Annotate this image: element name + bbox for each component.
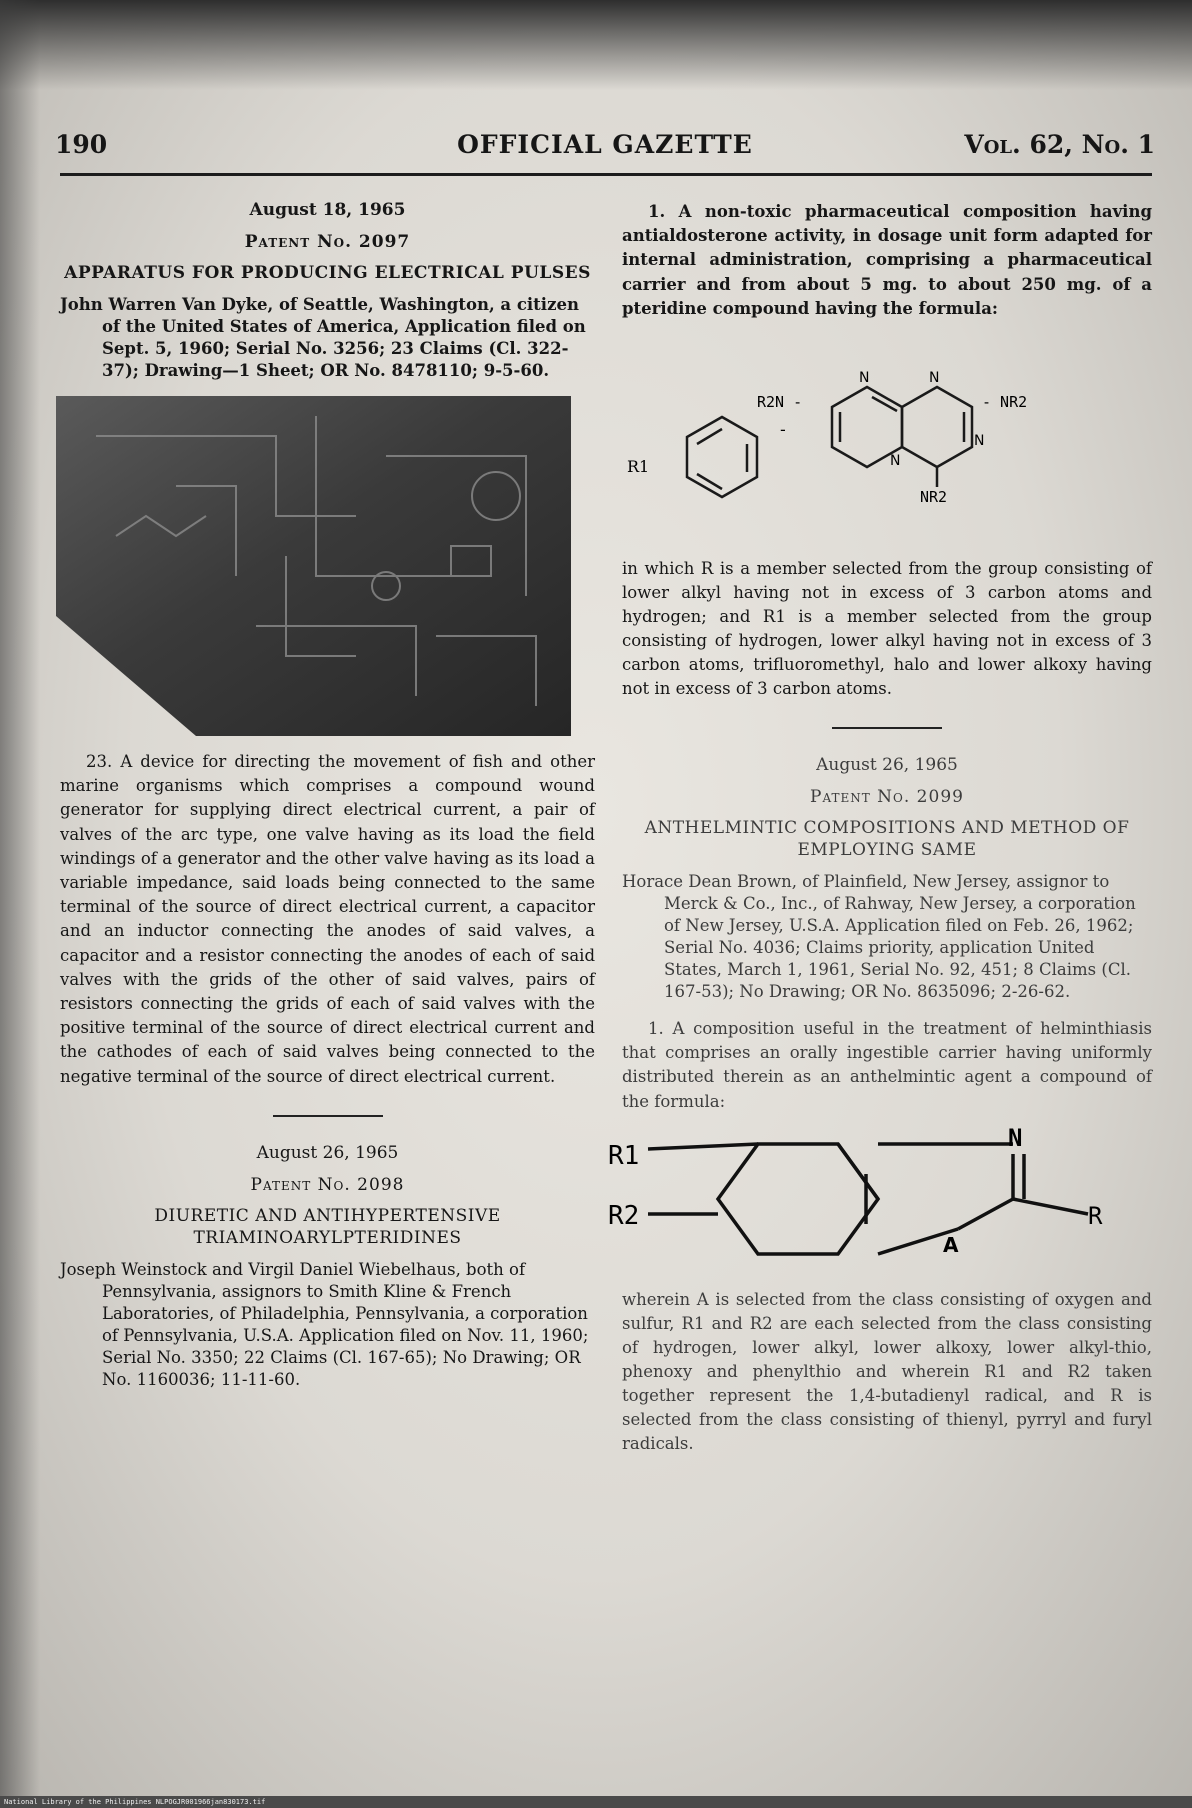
left-column <box>60 200 595 1405</box>
patent-2098-title: DIURETIC AND ANTIHYPERTENSIVE TRIAMINOARYLPTERIDINES <box>154 1205 501 1248</box>
circuit-drawing <box>56 396 571 736</box>
publication-title: OFFICIAL GAZETTE <box>457 130 753 159</box>
patent-2098-applicant: Joseph Weinstock and Virgil Daniel Wiebelhaus, both of Pennsylvania, assignors to Smith Kline & French Laboratories, of Philadelphia, Pennsylvania, a corporation of Pennsylvania, U.S.A. Application filed on Nov. 11, 1960; Serial No. 3350; 22 Claims (Cl. 167-65); No Drawing; OR No. 1160036; 11-11-60. <box>60 1259 589 1389</box>
formula2-a: A <box>943 1232 959 1257</box>
volume-number: Vol. 62, No. 1 <box>964 130 1155 159</box>
patent-2099-title: ANTHELMINTIC COMPOSITIONS AND METHOD OF EMPLOYING SAME <box>644 818 1130 861</box>
formula2-r: R <box>1088 1201 1103 1230</box>
circuit-drawing-image <box>56 396 571 736</box>
formula1-nr2-bottom: NR2 <box>920 488 948 507</box>
formula1-nr2-right: - NR2 <box>982 393 1028 412</box>
patent-2098-date: August 26, 1965 <box>256 1142 399 1163</box>
benzazole-formula <box>608 1124 1143 1274</box>
scan-shadow-left <box>0 0 40 1796</box>
patent-2099-date: August 26, 1965 <box>816 755 958 776</box>
scan-footer: National Library of the Philippines NLPOGJR001966jan830173.tif <box>4 1798 266 1806</box>
patent-2097-claim: 23. A device for directing the movement of fish and other marine organisms which comprises a compound wound generator for supplying direct electrical current, a pair of valves of the arc type, one valve having as its load the field windings of a generator and the other valve having as its load a variable impedance, said loads being connected to the same terminal of the source of direct electrical current, a capacitor and an inductor connecting the anodes of said valves, a capacitor and a resistor connecting the anodes of each of said valves with the grids of the other of said valves, pairs of resistors connecting the grids of each of said valves with the positive terminal of the source of direct electrical current and the cathodes of each of said valves being connected to the negative terminal of the source of direct electrical current. <box>60 752 595 1086</box>
patent-2099-claim: 1. A composition useful in the treatment of helminthiasis that comprises an orally ingestible carrier having uniformly distributed therein as an anthelmintic agent a compound of the formula: <box>622 1019 1152 1111</box>
patent-2098-claim: 1. A non-toxic pharmaceutical composition having antialdosterone activity, in dosage unit form adapted for internal administration, comprising a pharmaceutical carrier and from about 5 mg. to about 250 mg. of a pteridine compound having the formula: <box>622 202 1152 318</box>
formula1-n1: N <box>859 370 870 387</box>
formula1-dash: - <box>780 420 786 440</box>
formula1-n4: N <box>890 453 901 470</box>
pteridine-formula <box>622 337 1152 547</box>
formula1-r2n: R2N - <box>757 393 803 412</box>
page-header <box>55 130 1155 170</box>
patent-2097-title: APPARATUS FOR PRODUCING ELECTRICAL PULSES <box>64 263 591 283</box>
patent-2098-definition: in which R is a member selected from the group consisting of lower alkyl having not in excess of 3 carbon atoms and hydrogen; and R1 is a member selected from the group consisting of hydrogen, lower alkyl having not in excess of 3 carbon atoms, trifluoromethyl, halo and lower alkoxy having not in excess of 3 carbon atoms. <box>622 559 1152 699</box>
patent-2097-number: Patent No. 2097 <box>244 232 411 252</box>
patent-2098-number: Patent No. 2098 <box>250 1174 405 1195</box>
formula2-r1: R1 <box>608 1140 640 1171</box>
formula2-n: N <box>1008 1123 1023 1152</box>
formula1-r1: R1 <box>627 457 650 477</box>
header-rule <box>60 173 1152 176</box>
scan-shadow-top <box>0 0 1192 90</box>
section-separator <box>273 1115 383 1117</box>
patent-2097-date: August 18, 1965 <box>249 200 406 220</box>
formula2-r2: R2 <box>608 1200 640 1231</box>
patent-2099-number: Patent No. 2099 <box>810 787 964 808</box>
patent-2099-applicant: Horace Dean Brown, of Plainfield, New Jersey, assignor to Merck & Co., Inc., of Rahway, New Jersey, a corporation of New Jersey, U.S.A. Application filed on Feb. 26, 1962; Serial No. 4036; Claims priority, application United States, March 1, 1961, Serial No. 92, 451; 8 Claims (Cl. 167-53); No Drawing; OR No. 8635096; 2-26-62. <box>622 872 1136 1002</box>
patent-2097-applicant: John Warren Van Dyke, of Seattle, Washington, a citizen of the United States of America, Application filed on Sept. 5, 1960; Serial No. 3256; 23 Claims (Cl. 322-37); Drawing—1 Sheet; OR No. 8478110; 9-5-60. <box>60 295 586 380</box>
formula1-n3: N <box>974 433 985 450</box>
page-number: 190 <box>55 130 108 159</box>
section-separator <box>832 727 942 729</box>
patent-2099-definition: wherein A is selected from the class consisting of oxygen and sulfur, R1 and R2 are each selected from the class consisting of hydrogen, lower alkyl, lower alkoxy, lower alkyl-thio, phenoxy and phenylthio and wherein R1 and R2 taken together represent the 1,4-butadienyl radical, and R is selected from the class consisting of thienyl, pyrryl and furyl radicals. <box>622 1289 1152 1453</box>
right-column <box>608 200 1152 1456</box>
formula1-n2: N <box>929 370 940 387</box>
